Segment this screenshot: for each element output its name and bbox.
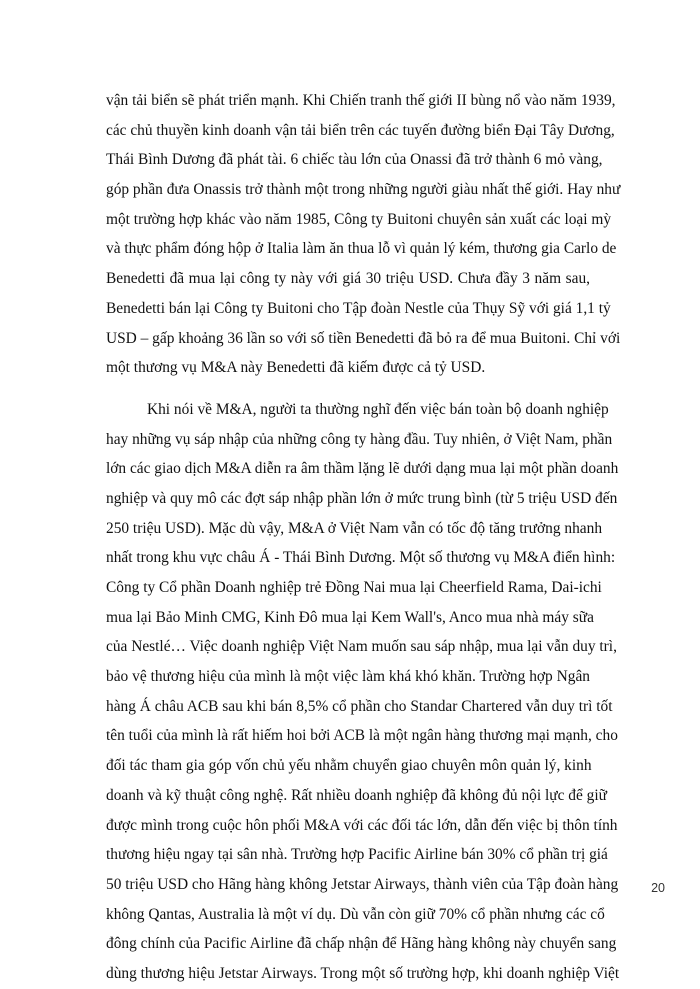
- text-line: một trường hợp khác vào năm 1985, Công ty Buitoni chuyên sản xuất các loại mỳ: [106, 210, 612, 228]
- text-line: các chủ thuyền kinh doanh vận tải biển trên các tuyến đường biển Đại Tây Dương,: [106, 121, 615, 139]
- body-text: [106, 86, 621, 989]
- text-line: USD – gấp khoảng 36 lần so với số tiền Benedetti đã bỏ ra để mua Buitoni. Chỉ với: [106, 329, 621, 347]
- text-line: Benedetti bán lại Công ty Buitoni cho Tập đoàn Nestle của Thụy Sỹ với giá 1,1 tỷ: [106, 299, 611, 317]
- text-line: và thực phẩm đóng hộp ở Italia làm ăn thua lỗ vì quản lý kém, thương gia Carlo de: [106, 240, 617, 258]
- paragraph-2: [106, 395, 620, 989]
- page-number: 20: [651, 881, 665, 895]
- text-line: Thái Bình Dương đã phát tài. 6 chiếc tàu lớn của Onassi đã trở thành 6 mỏ vàng,: [106, 151, 603, 169]
- text-line: của Nestlé… Việc doanh nghiệp Việt Nam muốn sau sáp nhập, mua lại vẫn duy trì,: [106, 638, 617, 656]
- text-line: đông chính của Pacific Airline đã chấp nhận để Hãng hàng không này chuyển sang: [106, 935, 617, 953]
- text-line: bảo vệ thương hiệu của mình là một việc làm khá khó khăn. Trường hợp Ngân: [106, 668, 590, 686]
- text-line: đối tác tham gia góp vốn chủ yếu nhằm chuyển giao chuyên môn quản lý, kinh: [106, 757, 592, 775]
- text-line: hay những vụ sáp nhập của những công ty hàng đầu. Tuy nhiên, ở Việt Nam, phần: [106, 430, 613, 448]
- text-line: thương hiệu ngay tại sân nhà. Trường hợp Pacific Airline bán 30% cổ phần trị giá: [106, 846, 608, 864]
- text-line: 50 triệu USD cho Hãng hàng không Jetstar Airways, thành viên của Tập đoàn hàng: [106, 875, 619, 893]
- text-line: lớn các giao dịch M&A diễn ra âm thầm lặng lẽ dưới dạng mua lại một phần doanh: [106, 460, 619, 478]
- text-line: một thương vụ M&A này Benedetti đã kiếm được cả tỷ USD.: [106, 359, 486, 377]
- text-line: không Qantas, Australia là một ví dụ. Dù vẫn còn giữ 70% cổ phần nhưng các cổ: [106, 905, 605, 923]
- text-line: dùng thương hiệu Jetstar Airways. Trong một số trường hợp, khi doanh nghiệp Việt: [106, 964, 620, 982]
- text-line: Benedetti đã mua lại công ty này với giá 30 triệu USD. Chưa đầy 3 năm sau,: [106, 270, 590, 288]
- text-line: hàng Á châu ACB sau khi bán 8,5% cổ phần cho Standar Chartered vẫn duy trì tốt: [106, 697, 613, 715]
- text-line: vận tải biển sẽ phát triển mạnh. Khi Chiến tranh thế giới II bùng nổ vào năm 1939,: [106, 92, 616, 109]
- text-line: Khi nói về M&A, người ta thường nghĩ đến việc bán toàn bộ doanh nghiệp: [147, 400, 609, 418]
- text-line: Công ty Cổ phần Doanh nghiệp trẻ Đồng Nai mua lại Cheerfield Rama, Dai-ichi: [106, 579, 602, 596]
- paragraph-1: [106, 86, 621, 383]
- text-line: nghiệp và quy mô các đợt sáp nhập phần lớn ở mức trung bình (từ 5 triệu USD đến: [106, 489, 618, 507]
- text-line: nhất trong khu vực châu Á - Thái Bình Dương. Một số thương vụ M&A điển hình:: [106, 549, 616, 567]
- text-line: doanh và kỹ thuật công nghệ. Rất nhiều doanh nghiệp đã không đủ nội lực để giữ: [106, 786, 607, 804]
- text-line: góp phần đưa Onassis trở thành một trong những người giàu nhất thế giới. Hay như: [106, 181, 621, 199]
- text-line: được mình trong cuộc hôn phối M&A với các đối tác lớn, dẫn đến việc bị thôn tính: [106, 816, 618, 834]
- text-line: tên tuổi của mình là rất hiếm hoi bởi ACB là một ngân hàng thương mại mạnh, cho: [106, 727, 618, 745]
- text-line: 250 triệu USD). Mặc dù vậy, M&A ở Việt Nam vẫn có tốc độ tăng trưởng nhanh: [106, 519, 603, 537]
- text-line: mua lại Bảo Minh CMG, Kinh Đô mua lại Kem Wall's, Anco mua nhà máy sữa: [106, 608, 594, 626]
